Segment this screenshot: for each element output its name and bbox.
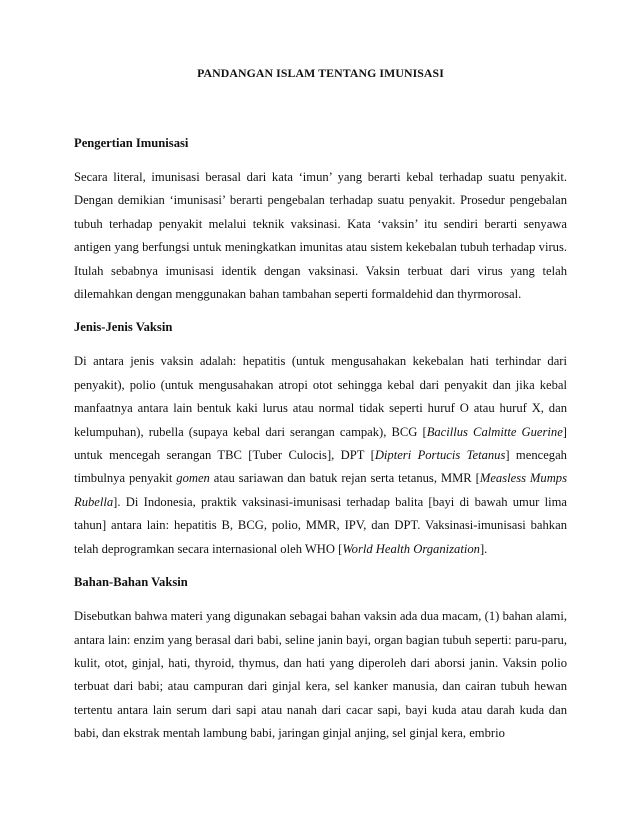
section-paragraph: [74, 605, 567, 745]
document-title: PANDANGAN ISLAM TENTANG IMUNISASI: [197, 66, 444, 80]
section-paragraph: [74, 166, 567, 306]
italic-text-run: gomen: [176, 471, 210, 486]
text-run: Di antara jenis vaksin adalah: hepatitis (untuk mengusahakan kekebalan hati terhindar dari penyakit), polio (untuk mengusahakan atropi otot sehingga kebal dari penyakit dan jika kebal manfaatnya antara lain bentuk kaki lurus atau normal tidak seperti huruf O atau huruf X, dan kelumpuhan), rubella (supaya kebal dari serangan campak), BCG [: [74, 354, 567, 439]
text-run: ].: [479, 541, 488, 556]
text-run: ] untuk mencegah serangan TBC [Tuber Culocis], DPT [: [74, 424, 567, 463]
italic-text-run: Measless Mumps Rubella: [74, 471, 568, 509]
section-heading: Jenis-Jenis Vaksin: [74, 320, 173, 335]
text-run: Disebutkan bahwa materi yang digunakan sebagai bahan vaksin ada dua macam, (1) bahan alami, antara lain: enzim yang berasal dari babi, seline janin bayi, organ bagian tubuh seperti: paru-paru, kulit, otot, ginjal, hati, thyroid, thymus, dan hati yang diperoleh dari aborsi janin. Vaksin polio terbuat dari babi; atau campuran dari ginjal kera, sel kanker manusia, dan cairan tubuh hewan tertentu antara lain serum dari sapi atau nanah dari cacar sapi, bayi kuda atau darah kuda dan babi, dan ekstrak mentah lambung babi, jaringan ginjal anjing, sel ginjal kera, embrio: [74, 609, 567, 741]
section-heading: Bahan-Bahan Vaksin: [74, 575, 188, 590]
section-heading: Pengertian Imunisasi: [74, 136, 189, 150]
text-run: Secara literal, imunisasi berasal dari kata ‘imun’ yang berarti kebal terhadap suatu penyakit. Dengan demikian ‘imunisasi’ berarti pengebalan terhadap suatu penyakit. Prosedur pengebalan tubuh terhadap penyakit melalui teknik vaksinasi. Kata ‘vaksin’ itu sendiri berarti senyawa antigen yang berfungsi untuk meningkatkan imunitas atau sistem kekebalan tubuh terhadap virus. Itulah sebabnya imunisasi identik dengan vaksinasi. Vaksin terbuat dari virus yang telah dilemahkan dengan menggunakan bahan tambahan seperti formaldehid dan thyrmorosal.: [74, 170, 567, 302]
section-paragraph: [74, 350, 567, 561]
text-run: atau sariawan dan batuk rejan serta tetanus, MMR [: [209, 471, 480, 486]
italic-text-run: Bacillus Calmitte Guerine: [426, 424, 563, 439]
text-run: ] mencegah timbulnya penyakit: [74, 448, 567, 486]
section-bahan: [74, 575, 567, 745]
italic-text-run: Dipteri Portucis Tetanus: [374, 448, 506, 463]
section-jenis: [74, 320, 567, 561]
section-pengertian: [74, 136, 567, 306]
italic-text-run: World Health Organization: [342, 541, 480, 556]
text-run: ]. Di Indonesia, praktik vaksinasi-imunisasi terhadap balita [bayi di bawah umur lima tahun] antara lain: hepatitis B, BCG, polio, MMR, IPV, dan DPT. Vaksinasi-imunisasi bahkan telah deprogramkan secara internasional oleh WHO [: [74, 494, 567, 556]
